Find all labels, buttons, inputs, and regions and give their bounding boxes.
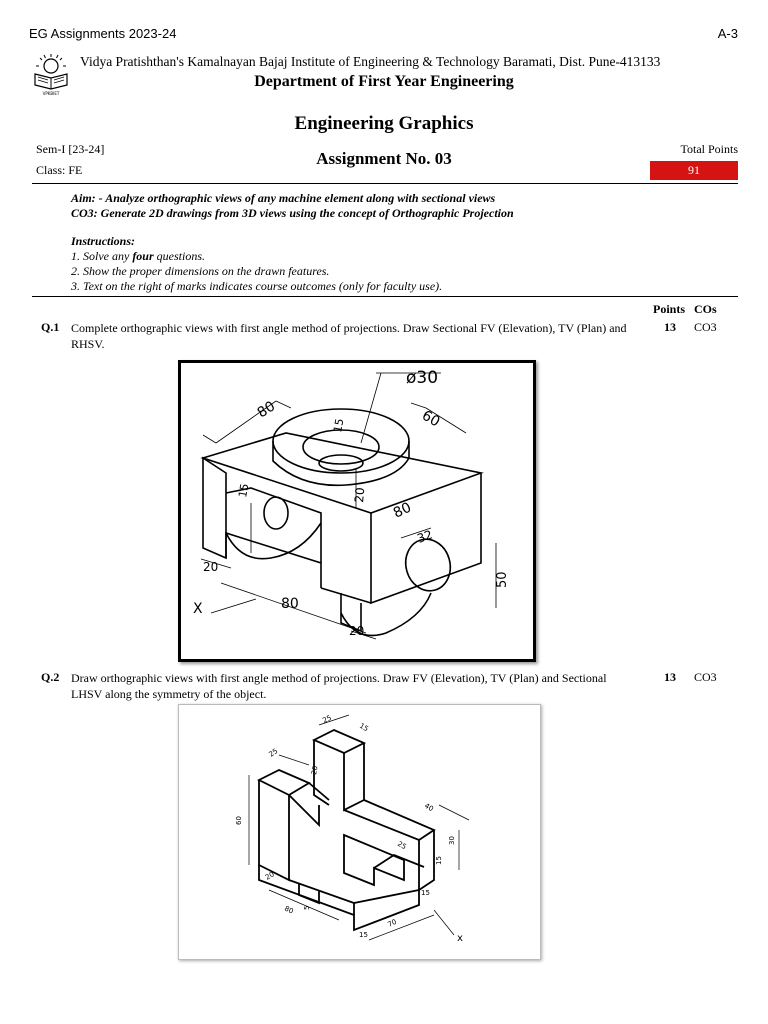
svg-text:80: 80 [254,398,279,422]
svg-text:50: 50 [495,571,510,588]
institute-name: Vidya Pratishthan's Kamalnayan Bajaj Institute of Engineering & Technology Baramati, Dist. Pune-413133 [80,54,661,69]
svg-text:20: 20 [264,870,276,882]
aim-block [71,191,514,221]
instruction-item-3: 3. Text on the right of marks indicates course outcomes (only for faculty use). [71,279,443,293]
instruction-text: 1. Solve any [71,249,133,263]
svg-text:20: 20 [310,765,320,776]
department-title: Department of First Year Engineering [254,73,514,90]
semester-label: Sem-I [23-24] [36,142,105,156]
question-1-figure [178,360,536,662]
svg-text:15: 15 [359,931,368,939]
question-co: CO3 [694,320,717,334]
instruction-item-2: 2. Show the proper dimensions on the drawn features. [71,264,330,278]
svg-text:VPKBIET: VPKBIET [42,91,60,96]
instructions-block [71,234,442,294]
svg-text:80: 80 [390,499,414,522]
instructions-title: Instructions: [71,234,136,248]
subject-title: Engineering Graphics [294,113,474,134]
svg-text:15: 15 [331,417,347,434]
svg-text:15: 15 [358,721,370,734]
svg-text:15: 15 [421,889,430,897]
question-points: 13 [664,670,676,684]
question-points: 13 [664,320,676,334]
question-number: Q.1 [41,320,60,334]
svg-text:20: 20 [349,624,365,638]
question-text: Draw orthographic views with first angle method of projections. Draw FV (Elevation), TV (Plan) and Sectional LHSV along the symmetry of the object. [71,671,607,701]
svg-text:x: x [457,933,463,944]
question-2-figure [178,704,541,960]
svg-text:60: 60 [419,407,443,431]
svg-text:20: 20 [203,560,219,574]
document-header-title: EG Assignments 2023-24 [29,26,177,41]
question-number: Q.2 [41,670,60,684]
instruction-text: questions. [153,249,205,263]
aim-line: Aim: - Analyze orthographic views of any machine element along with sectional views [71,191,496,205]
class-label: Class: FE [36,163,83,177]
instruction-emphasis: four [132,249,154,263]
assignment-title: Assignment No. 03 [316,149,452,168]
total-points-label: Total Points [680,142,738,156]
instruction-item-1 [71,249,442,264]
svg-text:80: 80 [283,904,295,916]
svg-text:80: 80 [281,596,299,612]
points-column-header: Points [653,302,686,316]
svg-text:32: 32 [415,527,435,546]
svg-text:ø30: ø30 [406,368,439,388]
page-number: A-3 [717,26,738,41]
svg-text:X: X [193,601,203,617]
svg-text:15: 15 [435,856,443,865]
svg-text:30: 30 [448,836,456,845]
divider [32,183,738,184]
svg-text:70: 70 [386,917,398,929]
svg-text:60: 60 [235,816,243,825]
svg-text:15: 15 [236,482,252,499]
question-text: Complete orthographic views with first angle method of projections. Draw Sectional FV (Elevation), TV (Plan) and RHSV. [71,321,627,351]
cos-column-header: COs [694,302,717,316]
svg-text:20: 20 [352,486,368,504]
question-co: CO3 [694,670,717,684]
svg-text:40: 40 [423,801,435,814]
total-points-badge: 91 [650,161,738,180]
svg-text:25: 25 [321,713,333,725]
svg-text:5: 5 [303,905,311,910]
svg-text:25: 25 [267,746,280,759]
svg-text:25: 25 [396,839,408,852]
co-line: CO3: Generate 2D drawings from 3D views using the concept of Orthographic Projection [71,206,514,220]
divider [32,296,738,297]
